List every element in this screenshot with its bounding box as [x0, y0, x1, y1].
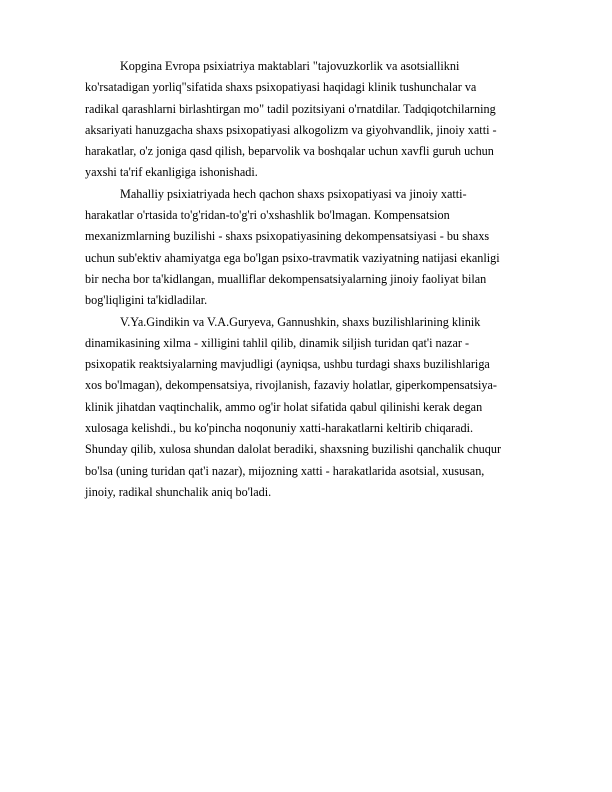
text-line: yaxshi ta'rif ekanligiga ishonishadi.	[85, 165, 258, 180]
text-line: harakatlar, o'z joniga qasd qilish, beparvolik va boshqalar uchun xavfli guruh uchun	[85, 144, 494, 159]
text-line: psixopatik reaktsiyalarning mavjudligi (ayniqsa, ushbu turdagi shaxs buzilishlariga	[85, 357, 490, 372]
text-line: xulosaga kelishdi., bu ko'pincha noqonuniy xatti-harakatlarni keltirib chiqaradi.	[85, 421, 474, 436]
text-line: ko'rsatadigan yorliq"sifatida shaxs psixopatiyasi haqidagi klinik tushunchalar va	[85, 80, 477, 95]
text-line: jinoiy, radikal shunchalik aniq bo'ladi.	[85, 484, 272, 499]
text-line: bir necha bor ta'kidlangan, mualliflar dekompensatsiyalarning jinoiy faoliyat bilan	[85, 271, 487, 286]
text-line: bog'liqligini ta'kidladilar.	[85, 293, 208, 308]
text-line: aksariyati hanuzgacha shaxs psixopatiyasi alkogolizm va giyohvandlik, jinoiy xatti -	[85, 122, 497, 137]
text-line: dinamikasining xilma - xilligini tahlil qilib, dinamik siljish turidan qat'i nazar -	[85, 335, 470, 350]
text-line: Shunday qilib, xulosa shundan dalolat beradiki, shaxsning buzilishi qanchalik chuqur	[85, 442, 501, 457]
paragraph	[85, 184, 567, 312]
text-line: bo'lsa (uning turidan qat'i nazar), mijozning xatti - harakatlarida asotsial, xususan,	[85, 463, 485, 478]
text-line: harakatlar o'rtasida to'g'ridan-to'g'ri o'xshashlik bo'lmagan. Kompensatsion	[85, 208, 450, 223]
text-line: V.Ya.Gindikin va V.A.Guryeva, Gannushkin, shaxs buzilishlarining klinik	[120, 314, 481, 329]
text-line: Kopgina Evropa psixiatriya maktablari "tajovuzkorlik va asotsiallikni	[120, 59, 460, 73]
text-line: klinik jihatdan vaqtinchalik, ammo og'ir holat sifatida qabul qilinishi kerak degan	[85, 399, 483, 414]
text-line: xos bo'lmagan), dekompensatsiya, rivojlanish, fazaviy holatlar, giperkompensatsiya-	[85, 378, 497, 393]
text-line: uchun sub'ektiv ahamiyatga ega bo'lgan psixo-travmatik vaziyatning natijasi ekanligi	[85, 250, 500, 265]
text-line: radikal qarashlarni birlashtirgan mo" tadil pozitsiyani o'rnatdilar. Tadqiqotchilarning	[85, 101, 496, 116]
paragraph	[85, 56, 567, 184]
document-body	[85, 56, 567, 503]
text-line: mexanizmlarning buzilishi - shaxs psixopatiyasining dekompensatsiyasi - bu shaxs	[85, 229, 490, 244]
text-line: Mahalliy psixiatriyada hech qachon shaxs psixopatiyasi va jinoiy xatti-	[120, 186, 467, 201]
paragraph	[85, 312, 567, 504]
